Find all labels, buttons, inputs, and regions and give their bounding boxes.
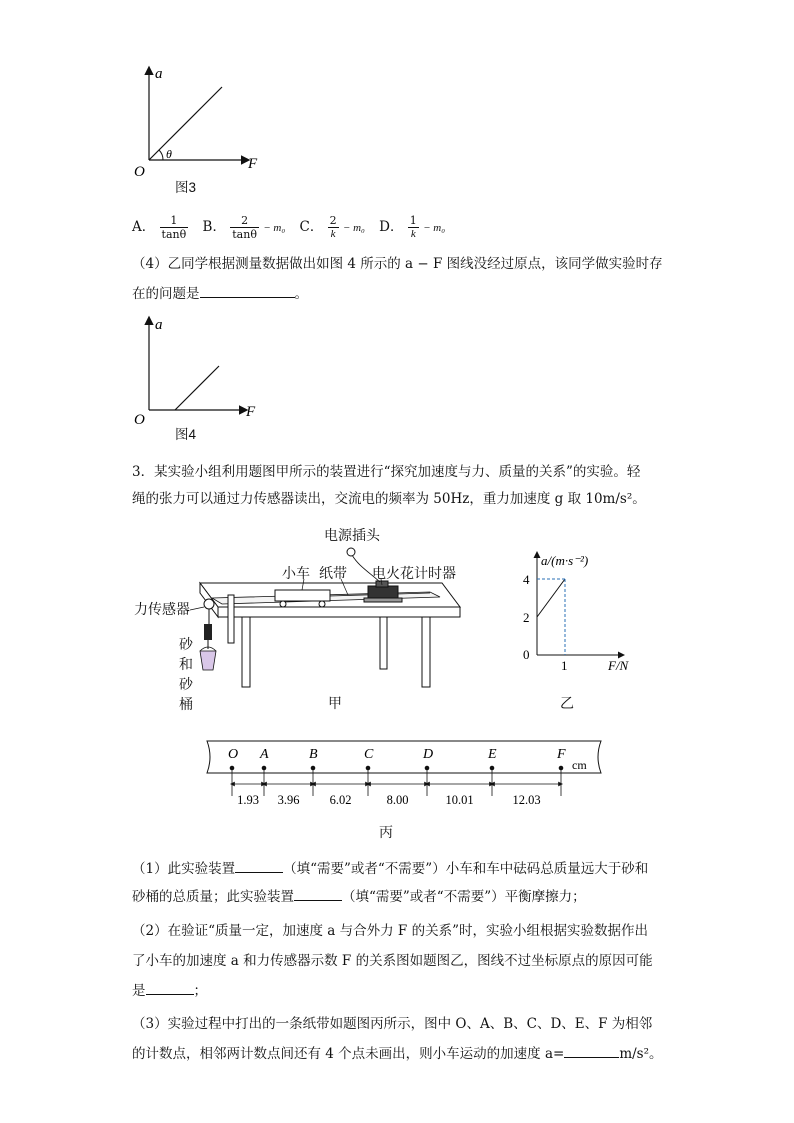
tape-figure [195,738,615,848]
x-axis-label: F [246,404,256,420]
x-axis-label: F/N [608,658,629,673]
label-cart: 小车 [282,566,310,582]
label-tape: 纸带 [319,566,347,582]
q1-line2: 砂桶的总质量；此实验装置 （填“需要”或者“不需要”）平衡摩擦力； [132,886,586,908]
origin-label: O [134,164,145,180]
problem3-line2: 绳的张力可以通过力传感器读出，交流电的频率为 50Hz，重力加速度 g 取 10m/s²。 [132,491,646,507]
q4-answer-blank[interactable] [200,283,295,298]
q2-line1: （2）在验证“质量一定，加速度 a 与合外力 F 的关系”时，实验小组根据实验数据作出 [132,923,648,939]
graph-line [149,87,222,160]
problem3-line1: 3．某实验小组利用题图甲所示的装置进行“探究加速度与力、质量的关系”的实验。轻 [132,464,641,480]
label-sand-bucket: 砂 和 砂 桶 [179,637,193,713]
option-d[interactable]: D． $\frac{1}{k}$ − m₀ [379,214,446,240]
x-axis-label: F [248,156,258,172]
figure-4-caption: 图4 [175,427,197,442]
label-timer: 电火花计时器 [372,566,456,582]
x-tick-1: 1 [561,658,568,673]
angle-label: θ [166,147,172,161]
tape-distance-label: 12.03 [512,793,541,807]
tape-point-label-A: A [260,747,269,762]
label-force-sensor: 力传感器 [134,602,190,618]
tape-unit-label: cm [572,758,587,772]
graph-yi-caption: 乙 [560,696,574,712]
tape-distance-label: 3.96 [277,793,300,807]
q3-line1: （3）实验过程中打出的一条纸带如题图丙所示，图中 O、A、B、C、D、E、F 为相邻 [132,1016,653,1032]
figure-4-graph [130,310,270,430]
q4-line1: （4）乙同学根据测量数据做出如图 4 所示的 a − F 图线没经过原点，该同学做实验时存 [132,256,663,272]
graph-line [537,579,565,617]
q1-blank-2[interactable] [294,886,342,901]
option-a[interactable]: A． $\frac{1}{\tan\theta}$ [132,214,187,241]
tape-point-label-F: F [557,747,566,762]
tape-point-label-C: C [364,747,374,762]
tape-distance-label: 10.01 [445,793,474,807]
tape-distance-label: 6.02 [329,793,352,807]
graph-yi-plot [515,545,635,690]
tape-point-label-O: O [228,747,239,762]
y-tick-4: 4 [523,572,530,587]
y-axis-label: a [155,317,163,333]
q3-blank[interactable] [564,1043,619,1058]
tape-caption: 丙 [379,825,393,841]
figure-3 [130,60,270,200]
q4-line2: 在的问题是 。 [132,283,308,305]
tape-drawing [195,738,615,813]
tape-point-label-B: B [309,747,318,762]
apparatus-caption: 甲 [328,696,342,712]
y-axis-label: a [155,66,163,82]
option-c[interactable]: C． $\frac{2}{k}$ − m₀ [299,214,365,240]
y-tick-0: 0 [523,647,530,662]
y-tick-2: 2 [523,610,530,625]
figure-4 [130,310,270,430]
angle-arc [159,150,163,160]
q1-blank-1[interactable] [235,858,283,873]
option-b[interactable]: B． $\frac{2}{\tan\theta}$ − m₀ [202,214,286,241]
answer-options [132,212,455,243]
tape-point-label-D: D [423,747,434,762]
apparatus-figure [130,525,470,720]
q3-line2: 的计数点，相邻两计数点间还有 4 个点未画出，则小车运动的加速度 a= m/s²。 [132,1043,663,1065]
tape-point-label-E: E [488,747,497,762]
q1-line1: （1）此实验装置 （填“需要”或者“不需要”）小车和车中砝码总质量远大于砂和 [132,858,648,880]
origin-label: O [134,412,145,428]
q2-blank[interactable] [146,980,194,995]
figure-3-graph [130,60,270,200]
q2-line2: 了小车的加速度 a 和力传感器示数 F 的关系图如题图乙，图线不过坐标原点的原因可能 [132,953,653,969]
graph-line [175,366,219,410]
graph-yi [515,545,635,720]
q2-line3: 是 ； [132,980,207,1002]
tape-distance-label: 1.93 [237,793,259,807]
tape-distance-label: 8.00 [386,793,409,807]
label-power-plug: 电源插头 [324,528,380,544]
y-axis-label: a/(m·s⁻²) [541,553,589,568]
figure-3-caption: 图3 [175,180,197,195]
